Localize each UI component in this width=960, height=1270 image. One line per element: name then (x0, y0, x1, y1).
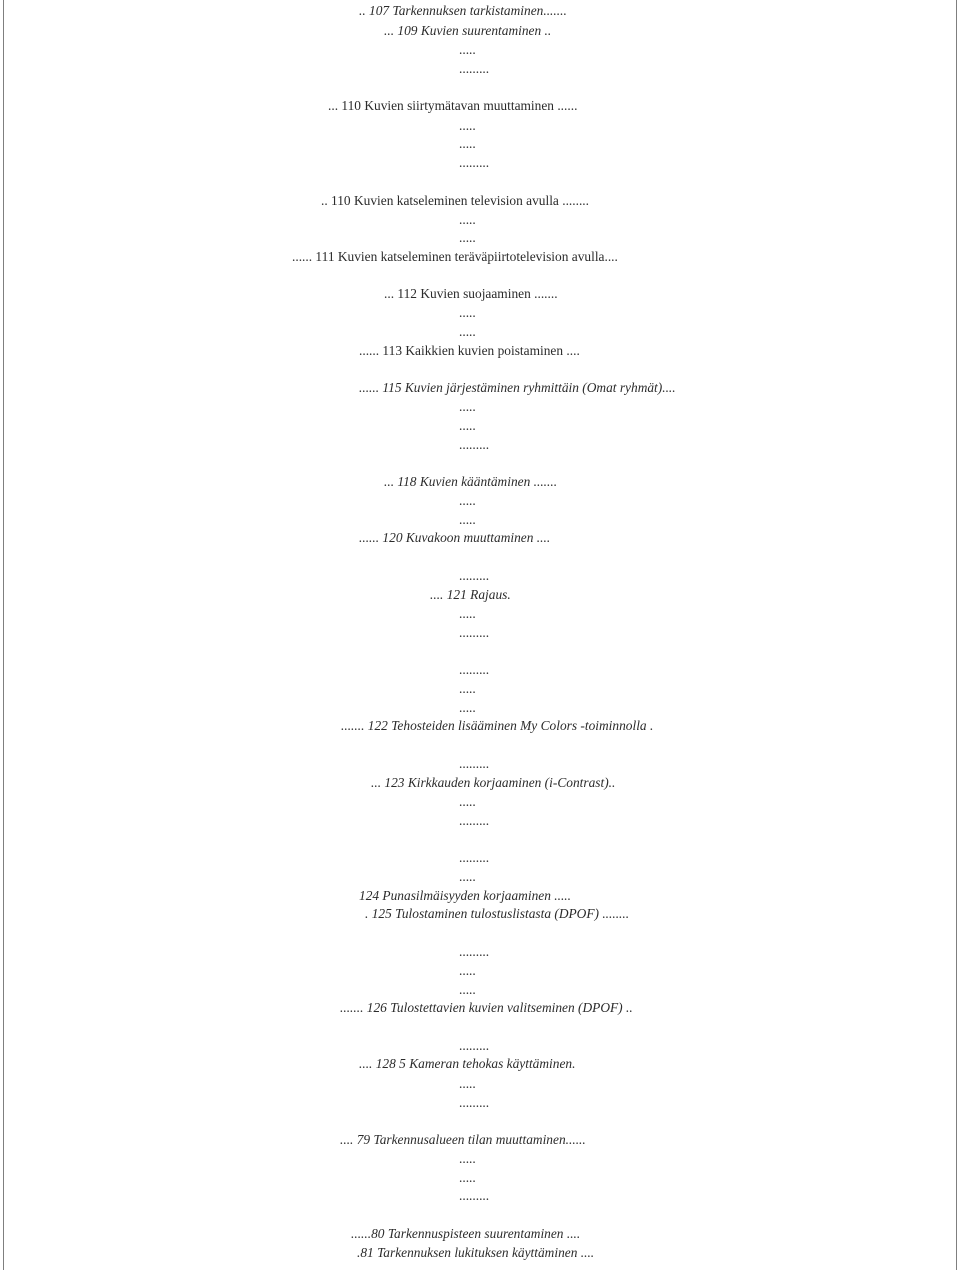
toc-line: ..... (459, 963, 476, 978)
toc-line: ... 110 Kuvien siirtymätavan muuttaminen ...... (328, 98, 578, 113)
toc-line: ... 112 Kuvien suojaaminen ....... (384, 286, 558, 301)
toc-line: ......... (459, 1038, 490, 1053)
toc-line: ..... (459, 1170, 476, 1185)
toc-line: ......... (459, 568, 490, 583)
toc-line: .... 128 5 Kameran tehokas käyttäminen. (359, 1056, 576, 1071)
toc-line: ......80 Tarkennuspisteen suurentaminen .... (351, 1226, 581, 1241)
toc-line: ..... (459, 212, 476, 227)
toc-line: ......... (459, 756, 490, 771)
toc-line: .. 107 Tarkennuksen tarkistaminen....... (359, 3, 567, 18)
toc-line: ..... (459, 493, 476, 508)
toc-line: ...... 115 Kuvien järjestäminen ryhmittäin (Omat ryhmät).... (359, 380, 676, 395)
toc-line: . 125 Tulostaminen tulostuslistasta (DPOF) ........ (365, 906, 630, 921)
toc-line: ...... 120 Kuvakoon muuttaminen .... (359, 530, 551, 545)
toc-line: ..... (459, 1076, 476, 1091)
toc-line: 124 Punasilmäisyyden korjaaminen ..... (359, 888, 571, 903)
toc-line: ...... 111 Kuvien katseleminen teräväpiirtotelevision avulla.... (292, 249, 618, 264)
toc-line: ......... (459, 437, 490, 452)
toc-line: ......... (459, 944, 490, 959)
toc-line: ..... (459, 118, 476, 133)
toc-line: ... 118 Kuvien kääntäminen ....... (384, 474, 558, 489)
toc-line: ..... (459, 136, 476, 151)
toc-line: ......... (459, 155, 490, 170)
toc-line: ..... (459, 512, 476, 527)
toc-line: ... 109 Kuvien suurentaminen .. (384, 23, 552, 38)
toc-line: ......... (459, 625, 490, 640)
toc-line: .81 Tarkennuksen lukituksen käyttäminen .... (357, 1245, 595, 1260)
toc-line: ..... (459, 1151, 476, 1166)
toc-line: ......... (459, 662, 490, 677)
toc-line: ... 123 Kirkkauden korjaaminen (i-Contrast).. (371, 775, 616, 790)
toc-line: ......... (459, 61, 490, 76)
toc-line: ..... (459, 794, 476, 809)
toc-line: ......... (459, 1188, 490, 1203)
toc-line: ....... 122 Tehosteiden lisääminen My Colors -toiminnolla . (341, 718, 654, 733)
toc-line: ..... (459, 305, 476, 320)
toc-line: ..... (459, 982, 476, 997)
toc-line: .... 121 Rajaus. (430, 587, 511, 602)
toc-line: ..... (459, 230, 476, 245)
toc-line: ..... (459, 700, 476, 715)
toc-line: ....... 126 Tulostettavien kuvien valitseminen (DPOF) .. (340, 1000, 633, 1015)
toc-line: ..... (459, 869, 476, 884)
toc-line: ......... (459, 850, 490, 865)
toc-line: ..... (459, 418, 476, 433)
toc-line: ..... (459, 324, 476, 339)
toc-line: ......... (459, 1095, 490, 1110)
toc-line: ......... (459, 813, 490, 828)
toc-line: .. 110 Kuvien katseleminen television avulla ........ (321, 193, 590, 208)
toc-line: ..... (459, 42, 476, 57)
toc-line: ..... (459, 606, 476, 621)
toc-line: ..... (459, 399, 476, 414)
toc-line: .... 79 Tarkennusalueen tilan muuttaminen...... (340, 1132, 586, 1147)
toc-line: ...... 113 Kaikkien kuvien poistaminen .... (359, 343, 580, 358)
toc-line: ..... (459, 681, 476, 696)
